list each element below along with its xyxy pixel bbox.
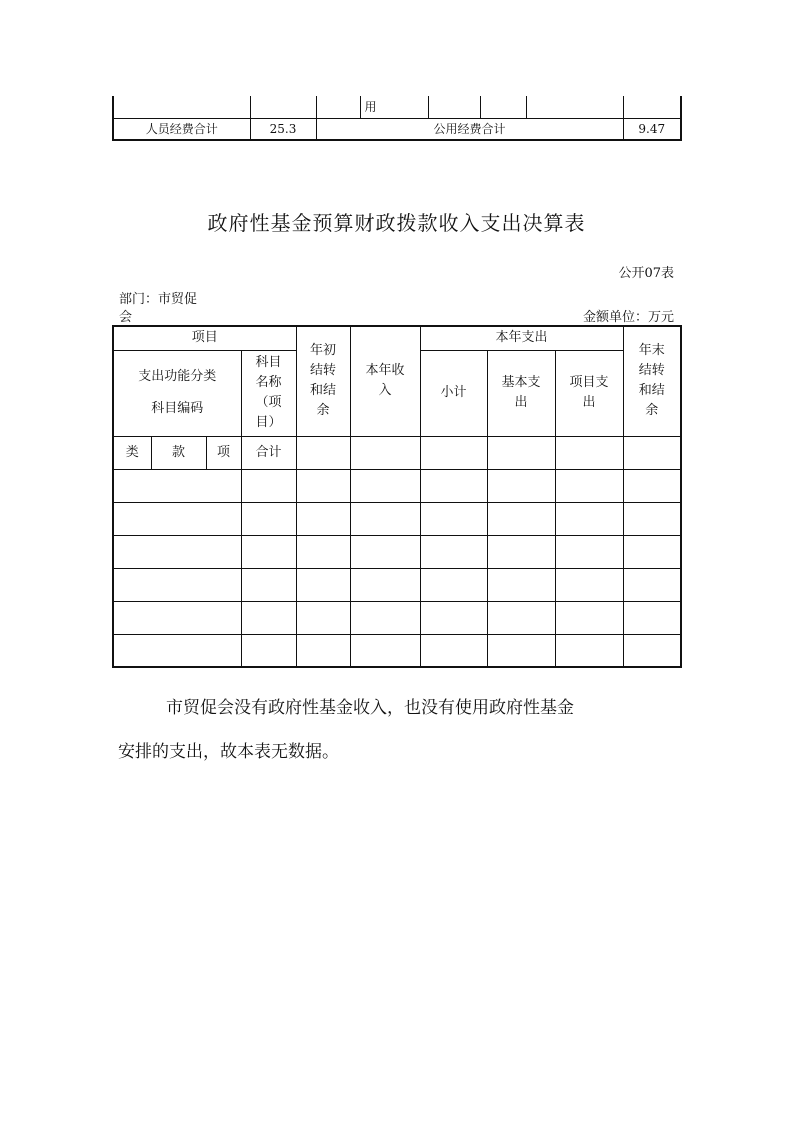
cell (623, 469, 681, 502)
department-label: 部门：市贸促 (119, 292, 198, 307)
previous-table-fragment (112, 96, 682, 141)
cell (487, 436, 555, 469)
header-project-exp (555, 350, 623, 436)
cell (487, 502, 555, 535)
cell (113, 535, 241, 568)
text-line: 名称 (255, 375, 282, 390)
cell (296, 502, 350, 535)
cell (420, 469, 487, 502)
cell (420, 601, 487, 634)
cell (241, 535, 296, 568)
text-line: 出 (582, 395, 596, 410)
cell (487, 601, 555, 634)
cell (623, 601, 681, 634)
unit-label: 金额单位：万元 (582, 310, 674, 325)
text-line: 科目编码 (151, 401, 204, 416)
cell (350, 535, 420, 568)
cell (350, 601, 420, 634)
cell (113, 469, 241, 502)
text-line: 入 (378, 383, 392, 399)
cell (113, 568, 241, 601)
cell (241, 502, 296, 535)
cell (316, 96, 360, 118)
text-line: 和结 (310, 383, 337, 399)
cell (555, 535, 623, 568)
cell (350, 469, 420, 502)
text-line: 和结 (638, 383, 665, 399)
text-line: 年初 (310, 343, 337, 359)
cell-yong: 用 (360, 96, 428, 118)
cell (113, 634, 241, 667)
cell (623, 535, 681, 568)
cell (113, 502, 241, 535)
header-subject-name (241, 350, 296, 436)
text-line: 本年收 (365, 363, 405, 379)
cell (623, 568, 681, 601)
header-lei: 类 (113, 436, 151, 469)
cell (623, 502, 681, 535)
text-line: （项 (255, 395, 282, 410)
header-total: 合计 (241, 436, 296, 469)
text-line: 结转 (638, 363, 665, 379)
cell (487, 535, 555, 568)
cell (555, 502, 623, 535)
cell (623, 96, 681, 118)
cell (113, 601, 241, 634)
header-begin-balance (296, 326, 350, 436)
text-line: 项目支 (569, 375, 609, 390)
text-line: 目） (255, 415, 282, 430)
text-line: 余 (316, 403, 330, 419)
table-row (113, 634, 681, 667)
cell (350, 436, 420, 469)
table-row (113, 469, 681, 502)
header-kuan: 款 (151, 436, 206, 469)
cell (296, 634, 350, 667)
cell (420, 634, 487, 667)
cell (487, 568, 555, 601)
table-number: 公开07表 (618, 266, 674, 281)
cell (420, 535, 487, 568)
header-subtotal: 小计 (420, 350, 487, 436)
header-xiang: 项 (206, 436, 241, 469)
table-row (113, 568, 681, 601)
cell (350, 502, 420, 535)
department-label-cont: 会 (119, 310, 133, 325)
cell (555, 469, 623, 502)
cell (350, 568, 420, 601)
cell (241, 601, 296, 634)
text-line: 支出功能分类 (138, 369, 217, 385)
header-expense: 本年支出 (420, 326, 623, 350)
header-project: 项目 (113, 326, 296, 350)
header-basic (487, 350, 555, 436)
text-line: 结转 (310, 363, 337, 379)
public-total-value: 9.47 (623, 118, 681, 140)
cell (241, 469, 296, 502)
page-title: 政府性基金预算财政拨款收入支出决算表 (207, 211, 586, 235)
cell (241, 634, 296, 667)
personnel-total-value: 25.3 (250, 118, 316, 140)
cell (526, 96, 623, 118)
header-end-balance (623, 326, 681, 436)
cell (555, 436, 623, 469)
cell (487, 469, 555, 502)
cell (113, 96, 250, 118)
cell (296, 535, 350, 568)
cell (296, 436, 350, 469)
cell (555, 601, 623, 634)
cell (623, 436, 681, 469)
cell (350, 634, 420, 667)
text-line: 余 (645, 403, 659, 419)
header-income (350, 326, 420, 436)
cell (555, 634, 623, 667)
cell (428, 96, 480, 118)
cell (487, 634, 555, 667)
table-row (113, 535, 681, 568)
cell (480, 96, 526, 118)
cell (420, 436, 487, 469)
cell (296, 469, 350, 502)
cell (555, 568, 623, 601)
personnel-total-label: 人员经费合计 (113, 118, 250, 140)
cell (623, 634, 681, 667)
table-row (113, 502, 681, 535)
text-line: 基本支 (501, 375, 541, 390)
text-line: 科目 (255, 355, 282, 370)
header-func-class (113, 350, 241, 436)
cell (420, 502, 487, 535)
cell (420, 568, 487, 601)
note-line-1: 市贸促会没有政府性基金收入，也没有使用政府性基金 (166, 698, 574, 718)
cell (296, 601, 350, 634)
cell (241, 568, 296, 601)
cell (296, 568, 350, 601)
fund-budget-table (112, 325, 682, 668)
note-line-2: 安排的支出，故本表无数据。 (118, 742, 339, 762)
text-line: 出 (514, 395, 528, 410)
cell (250, 96, 316, 118)
text-line: 年末 (638, 343, 665, 359)
table-row (113, 601, 681, 634)
public-total-label: 公用经费合计 (316, 118, 623, 140)
